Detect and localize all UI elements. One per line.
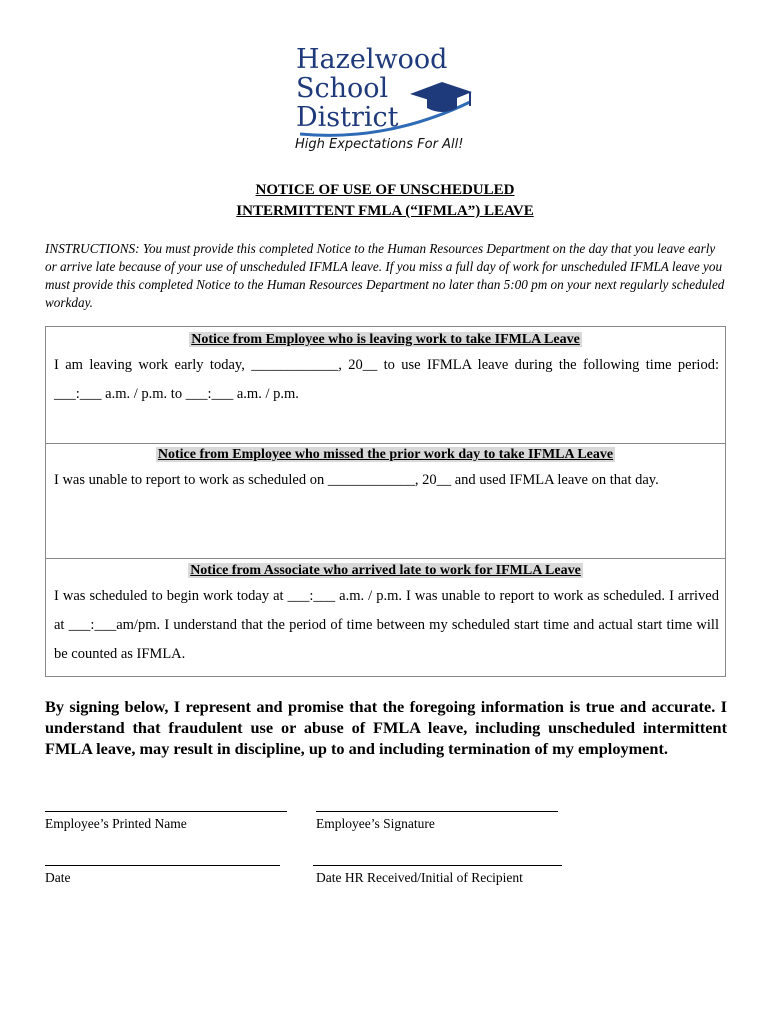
section-heading: Notice from Associate who arrived late to work for IFMLA Leave xyxy=(190,563,581,578)
logo-line-district: District xyxy=(296,102,399,133)
document-title-line1: NOTICE OF USE OF UNSCHEDULED xyxy=(255,182,515,198)
section-arrived-late xyxy=(45,558,726,677)
logo-line-school: School xyxy=(296,73,389,104)
section-heading: Notice from Employee who is leaving work to take IFMLA Leave xyxy=(191,332,580,347)
signature-label: Employee’s Signature xyxy=(316,816,435,831)
section-body-text: I am leaving work early today, ____________, 20__ to use IFMLA leave during the following time period: ___:___ a.m. / p.m. to ___:___ a.m. / p.m. xyxy=(54,357,719,402)
date-label: Date xyxy=(45,870,71,885)
section-body-text: I was unable to report to work as scheduled on ____________, 20__ and used IFMLA leave on that day. xyxy=(54,472,659,488)
declaration-text: By signing below, I represent and promise that the foregoing information is true and accurate. I understand that fraudulent use or abuse of FMLA leave, including unscheduled intermittent FMLA leave, may result in discipline, up to and including termination of my employment. xyxy=(45,697,727,758)
section-leaving-early xyxy=(45,326,726,444)
printed-name-label: Employee’s Printed Name xyxy=(45,816,187,831)
instructions-text: INSTRUCTIONS: You must provide this completed Notice to the Human Resources Department on the day that you leave early or arrive late because of your use of unscheduled IFMLA leave. If you miss a full day of work for unscheduled IFMLA leave you must provide this completed Notice to the Human Resources Department no later than 5:00 pm on your next regularly scheduled workday. xyxy=(45,241,725,310)
logo-line-hazelwood: Hazelwood xyxy=(296,44,448,75)
hr-received-label: Date HR Received/Initial of Recipient xyxy=(316,870,523,885)
section-heading: Notice from Employee who missed the prior work day to take IFMLA Leave xyxy=(157,447,614,462)
hr-received-line[interactable] xyxy=(313,865,562,866)
signature-line[interactable] xyxy=(316,811,558,812)
logo-tagline: High Expectations For All! xyxy=(295,137,464,152)
date-line[interactable] xyxy=(45,865,280,866)
section-missed-day xyxy=(45,442,726,559)
district-logo xyxy=(292,44,482,160)
document-title-line2: INTERMITTENT FMLA (“IFMLA”) LEAVE xyxy=(236,203,534,219)
printed-name-line[interactable] xyxy=(45,811,287,812)
section-body-text: I was scheduled to begin work today at ___:___ a.m. / p.m. I was unable to report to work as scheduled. I arrived at ___:___am/pm. I understand that the period of time between my scheduled start time and actual start time will be counted as IFMLA. xyxy=(54,588,719,662)
